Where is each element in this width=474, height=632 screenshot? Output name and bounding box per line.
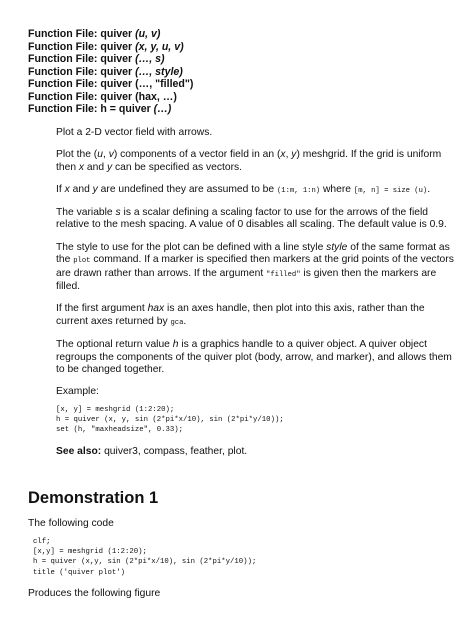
text-run: ) meshgrid. If the grid is uniform then <box>56 149 442 173</box>
text-run: is given then the markers are filled. <box>56 267 437 293</box>
demo-outro-text: Produces the following figure <box>28 588 161 599</box>
desc-paragraph-7 <box>56 339 456 377</box>
sig-func: h = quiver <box>100 103 154 115</box>
sig-func: quiver (hax, …) <box>100 90 177 103</box>
var-style: style <box>326 241 348 253</box>
see-also-items: quiver3, compass, feather, plot. <box>101 445 248 457</box>
text-run: . <box>183 316 187 328</box>
inline-code: (1:m, 1:n) <box>276 186 321 195</box>
sig-prefix: Function File: <box>28 78 101 90</box>
sig-args: (…, style) <box>135 65 183 78</box>
sig-prefix: Function File: <box>28 53 101 65</box>
text-run: If the first argument <box>56 303 148 315</box>
function-description <box>56 127 456 468</box>
demo-code-block: clf; [x,y] = meshgrid (1:2:20); h = quiver (x,y, sin (2*pi*x/10), sin (2*pi*y/10)); title ('quiver plot') <box>33 538 257 577</box>
sig-func: quiver <box>100 28 136 40</box>
signature-line <box>28 53 193 66</box>
text-run: is a graphics handle to a quiver object. A quiver object regroups the components of the quiver plot (body, arrow, and marker), and allows them to be changed together. <box>56 339 452 376</box>
var-x: x <box>64 183 70 195</box>
sig-prefix: Function File: <box>28 28 101 40</box>
var-x: x <box>78 161 85 173</box>
example-code-block: [x, y] = meshgrid (1:2:20); h = quiver (x, y, sin (2*pi*x/10), sin (2*pi*y/10)); set (h, "maxheadsize", 0.33); <box>56 406 284 435</box>
desc-paragraph-1: Plot a 2-D vector field with arrows. <box>56 127 213 138</box>
demo-intro-text: The following code <box>28 518 114 529</box>
var-y: y <box>92 183 98 195</box>
sig-args: (…, s) <box>135 53 165 65</box>
demo-heading: Demonstration 1 <box>28 489 159 507</box>
text-run: ) components of a vector field in an ( <box>113 149 281 161</box>
signature-line <box>28 78 193 91</box>
text-run: is an axes handle, then plot into this axis, rather than the current axes returned by <box>56 303 425 328</box>
example-label: Example: <box>56 386 99 398</box>
text-run: Plot the ( <box>56 149 98 161</box>
text-run: and <box>69 183 93 195</box>
signature-line <box>28 28 193 41</box>
see-also <box>56 446 456 459</box>
sig-args: (x, y, u, v) <box>135 40 184 53</box>
sig-prefix: Function File: <box>28 90 101 103</box>
var-v: v <box>108 149 114 161</box>
signature-line <box>28 103 193 116</box>
sig-prefix: Function File: <box>28 40 101 53</box>
signature-line <box>28 41 193 54</box>
inline-code: "filled" <box>266 270 301 279</box>
sig-func: quiver <box>100 65 136 78</box>
desc-paragraph-4 <box>56 207 456 232</box>
sig-func: quiver (…, "filled") <box>100 78 194 90</box>
sig-func: quiver <box>100 53 136 65</box>
var-y: y <box>106 161 113 173</box>
text-run: . <box>427 183 431 195</box>
sig-func: quiver <box>100 40 136 53</box>
see-also-label: See also: <box>56 445 102 457</box>
inline-code: plot <box>73 257 91 266</box>
inline-code: gca <box>170 319 184 328</box>
text-run: command. If a marker is specified then markers at the grid points of the vectors are drawn rather than arrows. If the argument <box>56 254 454 279</box>
text-run: If <box>56 183 65 195</box>
sig-prefix: Function File: <box>28 65 101 78</box>
var-s: s <box>115 206 121 218</box>
text-run: of the same format as the <box>56 241 450 266</box>
text-run: , <box>102 149 109 161</box>
sig-prefix: Function File: <box>28 103 101 115</box>
text-run: where <box>320 183 354 195</box>
sig-args: (u, v) <box>135 28 161 40</box>
var-u: u <box>97 149 103 161</box>
text-run: The optional return value <box>56 339 173 351</box>
var-x: x <box>280 149 286 161</box>
text-run: are undefined they are assumed to be <box>97 183 277 195</box>
desc-paragraph-6 <box>56 303 456 329</box>
var-hax: hax <box>147 303 165 315</box>
text-run: is a scalar defining a scaling factor to use for the arrows of the field relative to the mesh spacing. A value of 0 disables all scaling. The default value is 0.9. <box>56 206 447 231</box>
inline-code: [m, n] = size (u) <box>353 186 428 195</box>
signature-line <box>28 91 193 104</box>
desc-paragraph-5 <box>56 242 456 294</box>
text-run: and <box>84 161 107 173</box>
var-h: h <box>172 339 179 351</box>
text-run: can be specified as vectors. <box>112 161 243 173</box>
text-run: , <box>285 149 292 161</box>
desc-paragraph-2 <box>56 149 456 174</box>
text-run: The variable <box>56 206 116 218</box>
text-run: The style to use for the plot can be defined with a line style <box>56 241 327 253</box>
sig-args: (…) <box>153 103 172 115</box>
signature-line <box>28 66 193 79</box>
var-y: y <box>291 149 297 161</box>
desc-paragraph-3 <box>56 184 456 198</box>
function-signatures <box>28 28 193 116</box>
